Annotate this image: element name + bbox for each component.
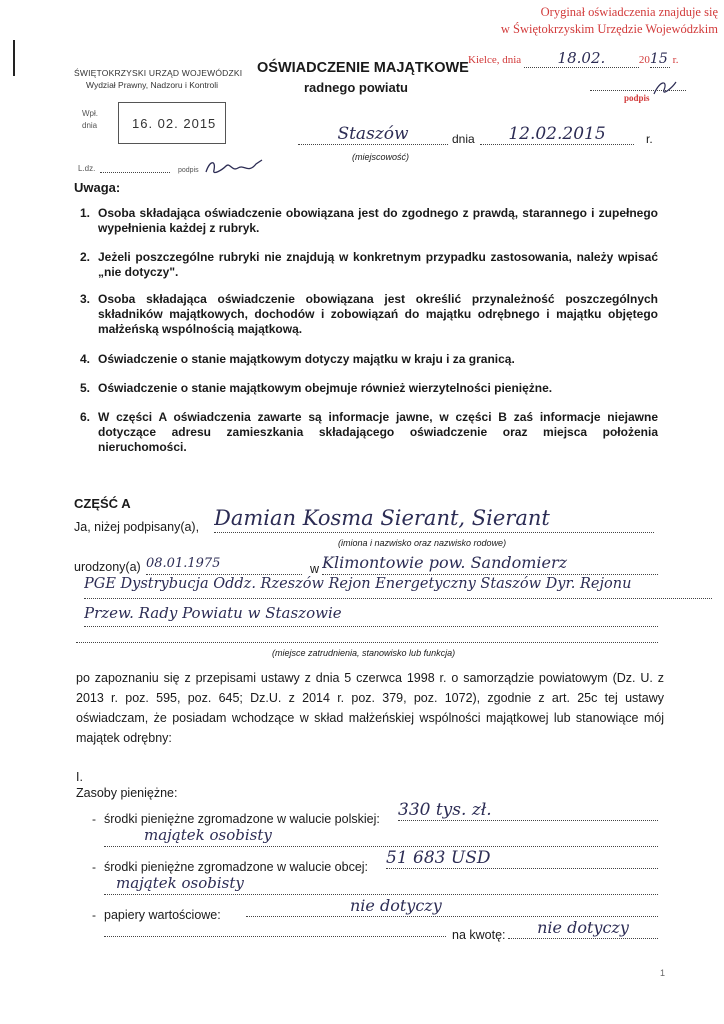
work-line-3 (76, 642, 658, 643)
red-stamp-sign-label: podpis (624, 93, 650, 103)
red-stamp-line1: Oryginał oświadczenia znajduje się (540, 5, 718, 19)
uwaga-item-5 (80, 381, 658, 396)
office-stamp-lp: L.dz. (78, 164, 96, 173)
bullet: - (92, 860, 96, 874)
uwaga-text: Oświadczenie o stanie majątkowym dotyczy majątku w kraju i za granicą. (98, 352, 515, 366)
pln-label: środki pieniężne zgromadzone w walucie polskiej: (104, 812, 380, 826)
uwaga-item-1 (80, 206, 658, 236)
foreign-field: 51 683 USD (386, 848, 658, 869)
uwaga-num: 5. (80, 381, 91, 395)
bullet: - (92, 812, 96, 826)
ja-label: Ja, niżej podpisany(a), (74, 520, 200, 534)
office-stamp (74, 66, 266, 188)
intro-text: po zapoznaniu się z przepisami ustawy z dnia 5 czerwca 1998 r. o samorządzie powiatowym (Dz. U. z 2013 r. poz. 595, poz. 645; Dz.U. z 2014 r. poz. 379, poz. 1072), zgodnie z art. 25c tej ustawy oświadczam, że posiadam wchodzące w skład małżeńskiej wspólności majątkowej lub stanowiące mój majątek odrębny: (76, 671, 664, 745)
uwaga-num: 6. (80, 410, 91, 424)
uwaga-num: 2. (80, 250, 91, 264)
red-stamp-line2: w Świętokrzyskim Urzędzie Wojewódzkim (500, 22, 718, 36)
uwaga-text: Jeżeli poszczególne rubryki nie znajdują w konkretnym przypadku zastosowania, należy wpisać „nie dotyczy". (98, 250, 658, 279)
red-stamp-date-field (524, 49, 639, 68)
pln-note-field: majątek osobisty (104, 826, 658, 847)
section-1-title: Zasoby pieniężne: (76, 786, 178, 800)
red-stamp-year-hw: 15 (649, 51, 668, 67)
place-date-row (298, 124, 658, 148)
page-number: 1 (660, 968, 666, 978)
red-stamp-signature (650, 76, 680, 100)
uwaga-text: W części A oświadczenia zawarte są informacje jawne, w części B zaś informacje niejawne dotyczące adresu zamieszkania składającego oświadczenie oraz miejsca położenia nieruchomości. (98, 410, 658, 454)
foreign-note-field: majątek osobisty (104, 874, 658, 895)
office-stamp-signature (202, 156, 266, 180)
uwaga-num: 1. (80, 206, 91, 220)
born-w-label: w (310, 562, 320, 576)
office-stamp-line2: Wydział Prawny, Nadzoru i Kontroli (86, 80, 219, 90)
uwaga-num: 4. (80, 352, 91, 366)
uwaga-item-3 (80, 292, 658, 337)
office-stamp-dnia: dnia (82, 121, 98, 130)
born-date-field: 08.01.1975 (146, 556, 302, 575)
uwaga-text: Osoba składająca oświadczenie obowiązana jest określić przynależność poszczególnych składników majątkowych, dochodów i zobowiązań do majątku odrębnego i majątku objętego małżeńską wspólnością majątkową. (98, 292, 658, 336)
place-caption: (miejscowość) (352, 152, 410, 162)
r-label: r. (646, 132, 653, 146)
section-1-numeral: I. (76, 770, 83, 784)
red-stamp-date-row (468, 49, 678, 68)
office-stamp-podpis: podpis (178, 167, 199, 174)
uwaga-num: 3. (80, 292, 91, 306)
red-stamp-year-field (650, 51, 670, 68)
securities-label: papiery wartościowe: (104, 908, 221, 922)
bullet: - (92, 908, 96, 922)
margin-mark (13, 40, 15, 76)
born-place-field: Klimontowie pow. Sandomierz (322, 553, 658, 575)
foreign-label: środki pieniężne zgromadzone w walucie obcej: (104, 860, 369, 874)
uwaga-item-6 (80, 410, 658, 455)
part-a-heading: CZĘŚĆ A (74, 496, 131, 511)
page-subtitle: radnego powiatu (304, 80, 408, 95)
uwaga-text: Oświadczenie o stanie majątkowym obejmuje również wierzytelności pieniężne. (98, 381, 553, 395)
name-field: Damian Kosma Sierant, Sierant (214, 506, 654, 533)
office-stamp-line1: ŚWIĘTOKRZYSKI URZĄD WOJEWÓDZKI (74, 68, 243, 78)
pln-field: 330 tys. zł. (398, 800, 658, 821)
securities-line-2 (104, 936, 446, 937)
uwaga-item-4 (80, 352, 658, 367)
place-field: Staszów (298, 124, 448, 145)
uwaga-text: Osoba składająca oświadczenie obowiązana jest do zgodnego z prawdą, starannego i zupełnego wypełnienia każdej z rubryk. (98, 206, 658, 235)
amount-field: nie dotyczy (508, 918, 658, 939)
work-line-2: Przew. Rady Powiatu w Staszowie (84, 604, 658, 627)
date-field: 12.02.2015 (480, 124, 634, 145)
office-stamp-lp-line (100, 172, 170, 173)
red-stamp-place-date: Kielce, dnia (468, 54, 522, 66)
dnia-label: dnia (452, 132, 475, 146)
uwaga-item-2 (80, 250, 658, 280)
uwaga-label: Uwaga: (74, 180, 121, 195)
name-caption: (imiona i nazwisko oraz nazwisko rodowe) (338, 538, 507, 548)
page-title: OŚWIADCZENIE MAJĄTKOWE (257, 60, 469, 76)
born-label: urodzony(a) (74, 560, 141, 574)
work-line-1: PGE Dystrybucja Oddz. Rzeszów Rejon Energetyczny Staszów Dyr. Rejonu (84, 576, 712, 599)
office-stamp-date: 16. 02. 2015 (132, 116, 217, 131)
red-stamp-year-prefix: 20 (638, 54, 650, 66)
office-stamp-wpl: Wpł. (82, 109, 98, 118)
securities-field: nie dotyczy (246, 896, 658, 917)
red-stamp (468, 4, 718, 38)
red-stamp-year-suffix: r. (672, 54, 679, 66)
red-stamp-date-hw: 18.02. (557, 49, 606, 67)
work-caption: (miejsce zatrudnienia, stanowisko lub funkcja) (272, 648, 456, 658)
amount-label: na kwotę: (452, 928, 506, 942)
